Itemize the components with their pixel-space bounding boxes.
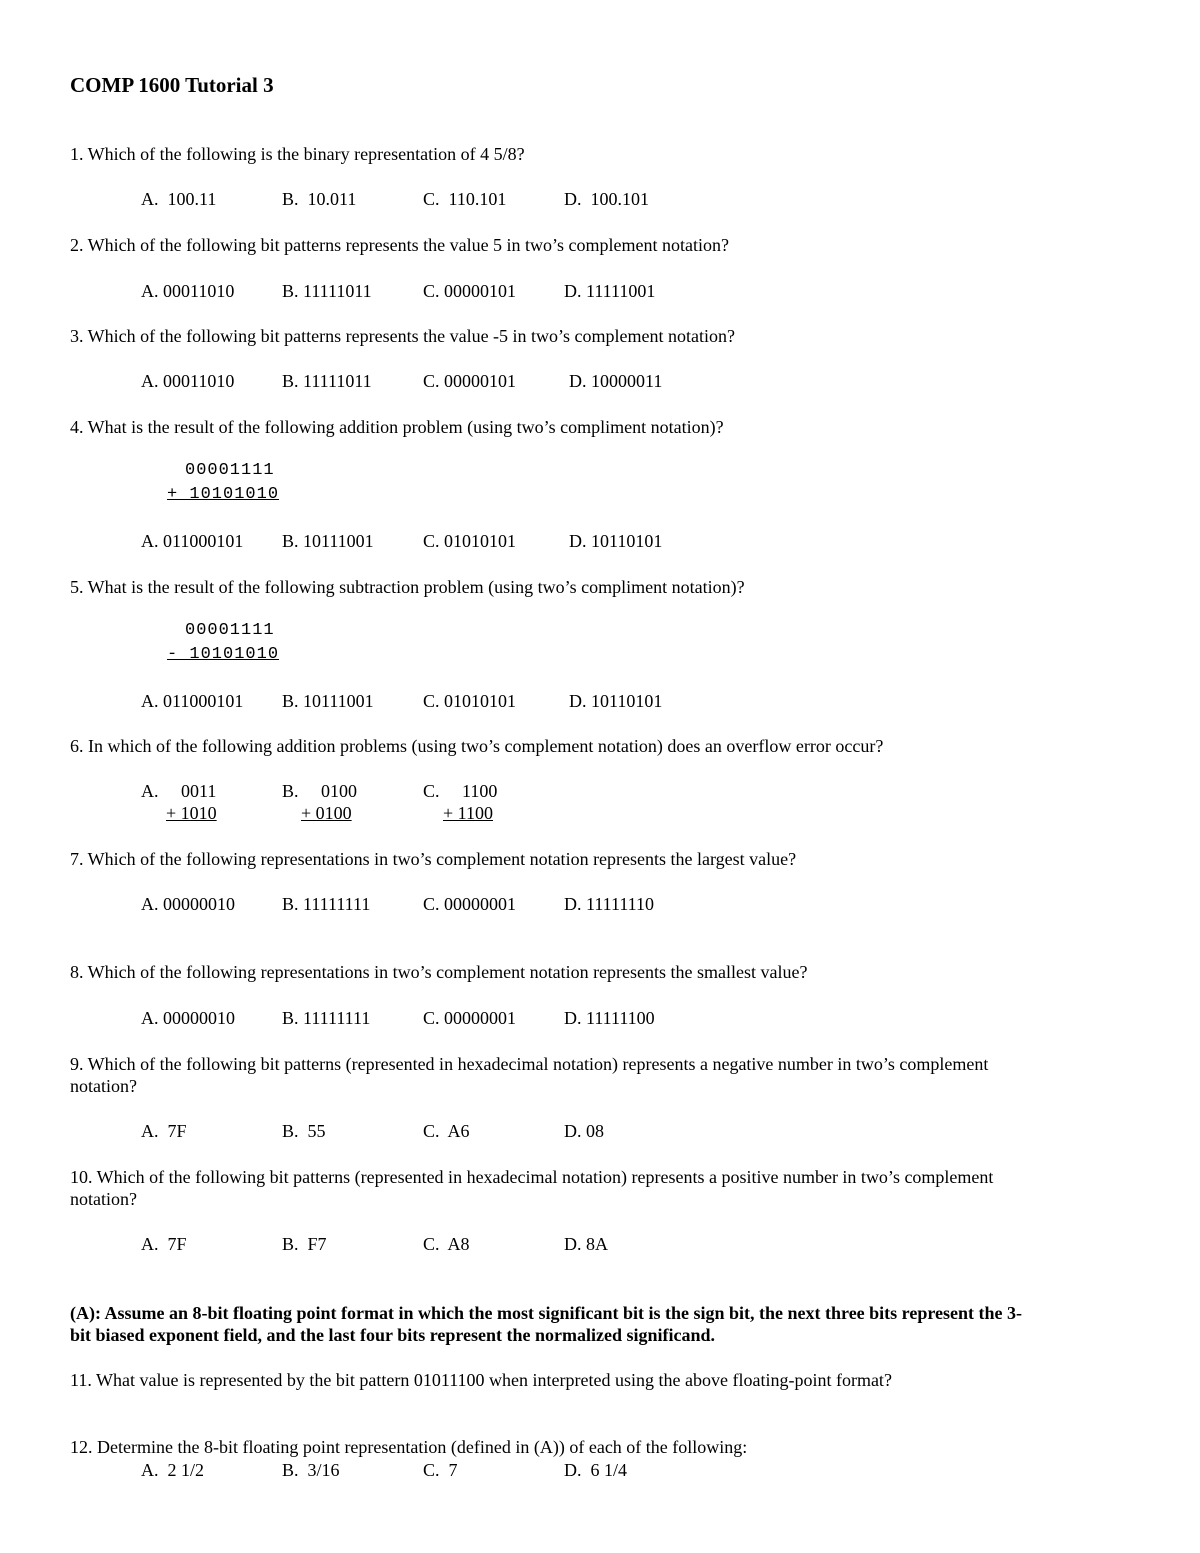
question-9-continued: notation? bbox=[70, 1076, 137, 1096]
q7-option-d: D. 11111110 bbox=[564, 894, 654, 914]
q12-option-a: A. 2 1/2 bbox=[141, 1460, 204, 1480]
question-9: 9. Which of the following bit patterns (represented in hexadecimal notation) represents a negative number in two’s complement bbox=[70, 1054, 989, 1074]
q7-option-a: A. 00000010 bbox=[141, 894, 235, 914]
page-title: COMP 1600 Tutorial 3 bbox=[70, 73, 274, 97]
q5-option-c: C. 01010101 bbox=[423, 691, 517, 711]
q4-option-d: D. 10110101 bbox=[569, 531, 663, 551]
q8-option-a: A. 00000010 bbox=[141, 1008, 235, 1028]
question-3: 3. Which of the following bit patterns represents the value -5 in two’s complement notation? bbox=[70, 326, 736, 346]
q7-option-b: B. 11111111 bbox=[282, 894, 371, 914]
q4-operand-2: + 10101010 bbox=[167, 485, 280, 504]
q1-option-a: A. 100.11 bbox=[141, 189, 217, 209]
q6-option-a-top: A. 0011 bbox=[141, 781, 217, 801]
q12-option-b: B. 3/16 bbox=[282, 1460, 340, 1480]
q1-option-d: D. 100.101 bbox=[564, 189, 649, 209]
q5-operand-1: 00001111 bbox=[185, 621, 275, 640]
q4-operand-1: 00001111 bbox=[185, 461, 275, 480]
q2-option-d: D. 11111001 bbox=[564, 281, 656, 301]
question-5: 5. What is the result of the following subtraction problem (using two’s compliment notation)? bbox=[70, 577, 745, 597]
q2-option-b: B. 11111011 bbox=[282, 281, 372, 301]
q2-option-a: A. 00011010 bbox=[141, 281, 235, 301]
question-4: 4. What is the result of the following addition problem (using two’s compliment notation)? bbox=[70, 417, 724, 437]
section-a-heading-continued: bit biased exponent field, and the last four bits represent the normalized significand. bbox=[70, 1325, 716, 1345]
q1-option-b: B. 10.011 bbox=[282, 189, 357, 209]
question-10-continued: notation? bbox=[70, 1189, 137, 1209]
q6-option-b-bottom: + 0100 bbox=[301, 803, 352, 823]
q9-option-b: B. 55 bbox=[282, 1121, 326, 1141]
q8-option-b: B. 11111111 bbox=[282, 1008, 371, 1028]
q5-operand-2: - 10101010 bbox=[167, 645, 280, 664]
q4-option-a: A. 011000101 bbox=[141, 531, 244, 551]
question-1: 1. Which of the following is the binary representation of 4 5/8? bbox=[70, 144, 525, 164]
q4-option-b: B. 10111001 bbox=[282, 531, 374, 551]
q9-option-c: C. A6 bbox=[423, 1121, 470, 1141]
q6-option-a-bottom: + 1010 bbox=[166, 803, 217, 823]
q5-option-a: A. 011000101 bbox=[141, 691, 244, 711]
question-6: 6. In which of the following addition problems (using two’s complement notation) does an overflow error occur? bbox=[70, 736, 884, 756]
q3-option-a: A. 00011010 bbox=[141, 371, 235, 391]
q5-option-b: B. 10111001 bbox=[282, 691, 374, 711]
q6-option-c-top: C. 1100 bbox=[423, 781, 498, 801]
question-8: 8. Which of the following representations in two’s complement notation represents the smallest value? bbox=[70, 962, 808, 982]
q3-option-b: B. 11111011 bbox=[282, 371, 372, 391]
q7-option-c: C. 00000001 bbox=[423, 894, 517, 914]
section-a-heading: (A): Assume an 8-bit floating point format in which the most significant bit is the sign bit, the next three bits represent the 3- bbox=[70, 1303, 1022, 1323]
question-12: 12. Determine the 8-bit floating point representation (defined in (A)) of each of the following: bbox=[70, 1437, 748, 1457]
q3-option-c: C. 00000101 bbox=[423, 371, 517, 391]
q12-option-c: C. 7 bbox=[423, 1460, 458, 1480]
q10-option-d: D. 8A bbox=[564, 1234, 608, 1254]
q2-option-c: C. 00000101 bbox=[423, 281, 517, 301]
q9-option-a: A. 7F bbox=[141, 1121, 187, 1141]
q9-option-d: D. 08 bbox=[564, 1121, 604, 1141]
q8-option-c: C. 00000001 bbox=[423, 1008, 517, 1028]
q8-option-d: D. 11111100 bbox=[564, 1008, 655, 1028]
q10-option-a: A. 7F bbox=[141, 1234, 187, 1254]
q5-option-d: D. 10110101 bbox=[569, 691, 663, 711]
q6-option-b-top: B. 0100 bbox=[282, 781, 358, 801]
q10-option-b: B. F7 bbox=[282, 1234, 327, 1254]
q12-option-d: D. 6 1/4 bbox=[564, 1460, 627, 1480]
question-2: 2. Which of the following bit patterns represents the value 5 in two’s complement notation? bbox=[70, 235, 730, 255]
q1-option-c: C. 110.101 bbox=[423, 189, 507, 209]
q4-option-c: C. 01010101 bbox=[423, 531, 517, 551]
question-7: 7. Which of the following representations in two’s complement notation represents the largest value? bbox=[70, 849, 797, 869]
question-10: 10. Which of the following bit patterns (represented in hexadecimal notation) represents a positive number in two’s complement bbox=[70, 1167, 994, 1187]
q6-option-c-bottom: + 1100 bbox=[443, 803, 493, 823]
q3-option-d: D. 10000011 bbox=[569, 371, 663, 391]
question-11: 11. What value is represented by the bit pattern 01011100 when interpreted using the above floating-point format? bbox=[70, 1370, 892, 1390]
q10-option-c: C. A8 bbox=[423, 1234, 470, 1254]
